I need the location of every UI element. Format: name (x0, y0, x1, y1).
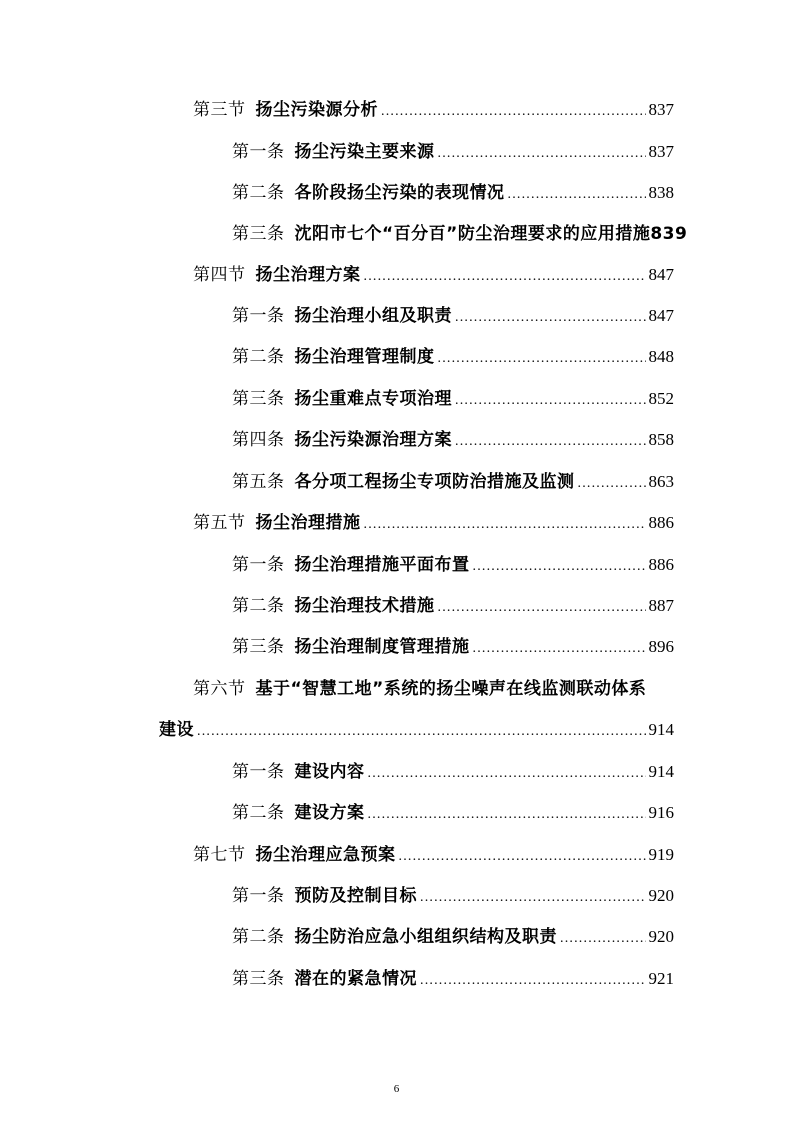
toc-entry-page: 920 (648, 927, 674, 946)
toc-entry-prefix: 第一条 (232, 762, 285, 782)
toc-entry-prefix: 第六节 (193, 679, 246, 699)
toc-entry-page: 886 (648, 555, 674, 574)
dot-leader (455, 427, 646, 457)
toc-entry-article[interactable] (232, 384, 674, 414)
toc-entry-title: 沈阳市七个“百分百”防尘治理要求的应用措施839 (294, 224, 688, 244)
toc-entry-page: 852 (648, 389, 674, 408)
toc-entry-title: 扬尘治理措施平面布置 (294, 555, 470, 575)
toc-entry-article[interactable] (232, 342, 674, 372)
toc-entry-page: 838 (648, 183, 674, 202)
dot-leader (420, 883, 646, 913)
toc-entry-article[interactable] (232, 591, 674, 621)
toc-entry-article[interactable] (232, 798, 674, 828)
toc-entry-title: 各阶段扬尘污染的表现情况 (294, 183, 505, 203)
toc-entry-article[interactable] (232, 964, 674, 994)
toc-entry-article[interactable] (232, 757, 674, 787)
dot-leader (455, 386, 646, 416)
toc-entry-section-3[interactable] (193, 95, 674, 125)
dot-leader (438, 344, 646, 374)
toc-entry-section-4[interactable] (193, 260, 674, 290)
toc-entry-prefix: 第五节 (193, 513, 246, 533)
toc-entry-title: 扬尘治理应急预案 (255, 845, 396, 865)
toc-entry-title: 扬尘治理措施 (255, 513, 361, 533)
toc-entry-article[interactable] (232, 219, 702, 249)
toc-entry-prefix: 第三节 (193, 100, 246, 120)
toc-entry-title: 扬尘污染主要来源 (294, 142, 435, 162)
dot-leader (508, 180, 646, 210)
toc-entry-title: 扬尘重难点专项治理 (294, 389, 452, 409)
dot-leader (473, 552, 646, 582)
toc-entry-title: 扬尘治理方案 (255, 265, 361, 285)
toc-entry-title: 各分项工程扬尘专项防治措施及监测 (294, 472, 575, 492)
toc-entry-page: 858 (648, 430, 674, 449)
toc-entry-title: 扬尘污染源治理方案 (294, 430, 452, 450)
toc-entry-prefix: 第一条 (232, 306, 285, 326)
toc-entry-article[interactable] (232, 178, 674, 208)
dot-leader (420, 966, 646, 996)
toc-entry-page: 914 (648, 720, 674, 739)
toc-entry-prefix: 第二条 (232, 927, 285, 947)
toc-entry-prefix: 第三条 (232, 637, 285, 657)
toc-entry-title: 扬尘防治应急小组组织结构及职责 (294, 927, 557, 947)
toc-entry-prefix: 第四节 (193, 265, 246, 285)
toc-entry-section-7[interactable] (193, 840, 674, 870)
toc-entry-page: 887 (648, 596, 674, 615)
dot-leader (368, 759, 646, 789)
toc-entry-prefix: 第二条 (232, 803, 285, 823)
toc-entry-page: 863 (648, 472, 674, 491)
toc-entry-prefix: 第二条 (232, 183, 285, 203)
toc-entry-article[interactable] (232, 922, 674, 952)
toc-entry-article[interactable] (232, 301, 674, 331)
toc-entry-prefix: 第五条 (232, 472, 285, 492)
toc-entry-title: 扬尘治理小组及职责 (294, 306, 452, 326)
toc-entry-page: 837 (648, 100, 674, 119)
dot-leader (438, 139, 646, 169)
toc-entry-title: 潜在的紧急情况 (294, 969, 417, 989)
toc-entry-page: 847 (648, 306, 674, 325)
dot-leader (364, 262, 646, 292)
toc-entry-title: 建设内容 (294, 762, 365, 782)
toc-entry-section-5[interactable] (193, 508, 674, 538)
toc-entry-title: 扬尘治理管理制度 (294, 347, 435, 367)
dot-leader (578, 469, 646, 499)
dot-leader (560, 924, 646, 954)
toc-entry-page: 919 (648, 845, 674, 864)
dot-leader (399, 842, 646, 872)
toc-entry-page: 847 (648, 265, 674, 284)
toc-entry-prefix: 第一条 (232, 886, 285, 906)
toc-entry-article[interactable] (232, 425, 674, 455)
dot-leader (438, 593, 646, 623)
dot-leader (455, 303, 646, 333)
toc-entry-page: 886 (648, 513, 674, 532)
dot-leader (381, 97, 646, 127)
toc-entry-title: 建设 (159, 720, 194, 740)
page-number: 6 (393, 1083, 400, 1095)
toc-entry-title: 扬尘污染源分析 (255, 100, 378, 120)
toc-entry-article[interactable] (232, 137, 674, 167)
toc-entry-title: 预防及控制目标 (294, 886, 417, 906)
toc-entry-continuation[interactable] (159, 715, 674, 745)
toc-entry-article[interactable] (232, 632, 674, 662)
dot-leader (368, 800, 646, 830)
dot-leader (197, 717, 646, 747)
dot-leader (473, 634, 646, 664)
toc-entry-page: 848 (648, 347, 674, 366)
toc-entry-page: 916 (648, 803, 674, 822)
toc-entry-prefix: 第一条 (232, 142, 285, 162)
toc-entry-prefix: 第三条 (232, 969, 285, 989)
toc-entry-article[interactable] (232, 467, 674, 497)
toc-entry-prefix: 第三条 (232, 224, 285, 244)
toc-entry-article[interactable] (232, 881, 674, 911)
toc-entry-prefix: 第二条 (232, 596, 285, 616)
toc-entry-prefix: 第四条 (232, 430, 285, 450)
toc-entry-article[interactable] (232, 550, 674, 580)
toc-entry-page: 920 (648, 886, 674, 905)
toc-entry-prefix: 第一条 (232, 555, 285, 575)
toc-entry-title: 基于“智慧工地”系统的扬尘噪声在线监测联动体系 (255, 679, 647, 699)
toc-entry-title: 扬尘治理制度管理措施 (294, 637, 470, 657)
toc-entry-title: 建设方案 (294, 803, 365, 823)
toc-entry-section-6[interactable] (193, 674, 713, 704)
toc-entry-prefix: 第二条 (232, 347, 285, 367)
toc-entry-page: 921 (648, 969, 674, 988)
toc-entry-prefix: 第七节 (193, 845, 246, 865)
toc-entry-page: 914 (648, 762, 674, 781)
dot-leader (364, 510, 646, 540)
toc-entry-prefix: 第三条 (232, 389, 285, 409)
toc-entry-page: 896 (648, 637, 674, 656)
toc-entry-title: 扬尘治理技术措施 (294, 596, 435, 616)
toc-entry-page: 837 (648, 142, 674, 161)
